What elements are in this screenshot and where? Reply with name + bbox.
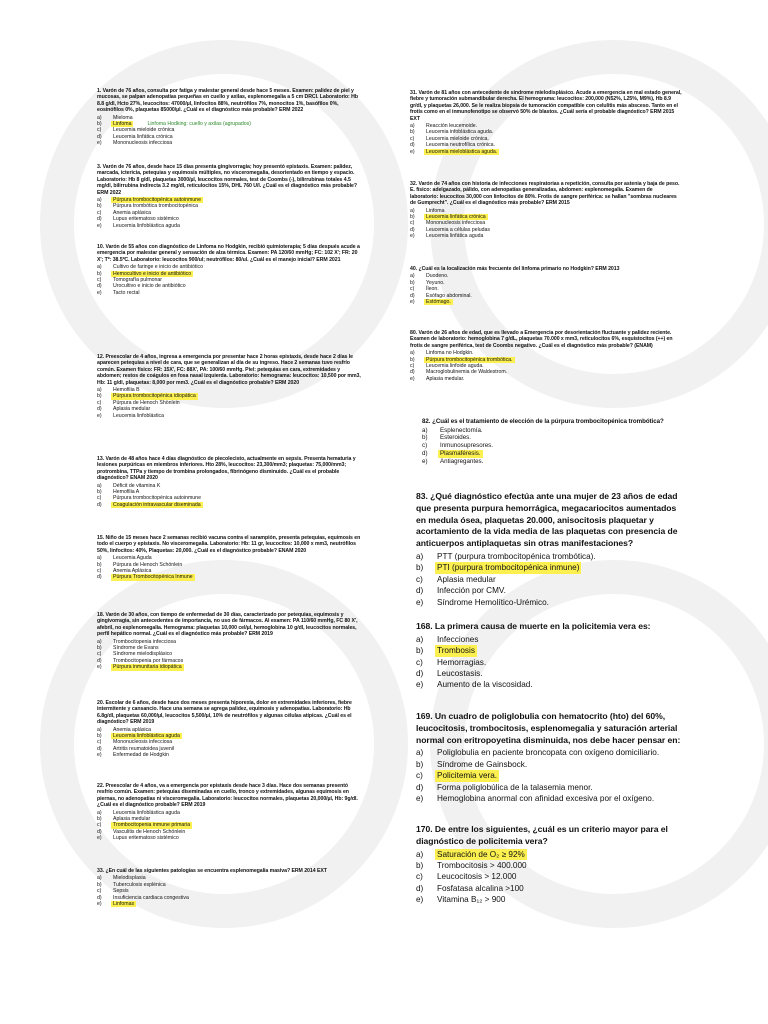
option-letter: c) — [410, 220, 415, 227]
option-text: Plasmaféresis. — [440, 449, 481, 457]
answer-options — [416, 747, 684, 804]
option-text: Linfoma — [426, 207, 445, 214]
option-letter: e) — [97, 289, 102, 296]
option-letter: c) — [97, 568, 102, 575]
answer-options — [97, 483, 365, 509]
answer-options — [416, 551, 684, 608]
question-block — [410, 90, 682, 155]
option-letter: b) — [97, 645, 102, 652]
option-text: Leucemia linfoide aguda. — [426, 363, 484, 370]
option-letter: b) — [97, 121, 102, 128]
option-letter: a) — [410, 207, 415, 214]
option-letter: e) — [97, 140, 102, 147]
answer-option-highlighted — [422, 450, 678, 458]
option-letter: a) — [97, 264, 102, 271]
question-stem: 168. La primera causa de muerte en la policitemia vera es: — [416, 621, 651, 631]
answer-option — [416, 894, 684, 905]
answer-options — [97, 639, 365, 671]
option-text: Linfomas — [113, 901, 135, 908]
option-text: Leucemia linfoblástica — [113, 412, 165, 419]
answer-options — [410, 123, 682, 155]
answer-option — [416, 668, 684, 679]
answer-options — [97, 387, 365, 419]
answer-options — [97, 810, 365, 842]
question-block — [97, 535, 365, 581]
option-letter: b) — [97, 393, 102, 400]
question-stem: 80. Varón de 26 años de edad, que es llevado a Emergencia por desorientación fluctuante y palidez reciente. Examen de laboratorio: hemoglobina 7 g/dL, plaquetas 70.000 x mm3, reticulocitos 6%, esquistocitos (++) en frotis de sangre periférica, test de Coombs negativo. ¿Cuál es el diagnóstico más probable? (ENAM) — [410, 330, 673, 349]
answer-option-highlighted — [416, 849, 684, 860]
option-letter: d) — [410, 226, 415, 233]
option-letter: d) — [97, 894, 102, 901]
option-text: Leucemia a células peludas — [426, 226, 491, 233]
answer-option — [416, 657, 684, 668]
option-text: Leucemia linfoblástica aguda — [113, 222, 180, 229]
question-stem: 10. Varón de 55 años con diagnóstico de Linfoma no Hodgkin, recibió quimioterapia; 5 días después acude a emergencia por malestar general y sensación de alza térmica. Examen: PA 120/60 mmHg; FC: 102 X'; FR: 20 X'; Tº: 38.5ºC. Laboratorio: leucocitos 900/ul; neutrófilos: 80/ul. ¿Cuál es el manejo inicial? ERM 2021 — [97, 244, 360, 263]
question-stem: 169. Un cuadro de poliglobulia con hematocrito (hto) del 60%, leucocitosis, trombocitosis, esplenomegalia y saturación arterial normal con eritropoyetina disminuida, nos debe hacer pensar en: — [416, 711, 681, 745]
option-text: Leucocitosis > 12.000 — [437, 872, 517, 882]
answer-options — [410, 273, 682, 305]
option-letter: c) — [416, 771, 423, 781]
option-text: Vitamina B₁₂ > 900 — [437, 895, 506, 905]
option-text: Mononucleosis infecciosa — [113, 140, 173, 147]
answer-option — [416, 679, 684, 690]
question-block — [97, 456, 365, 508]
answer-option — [416, 574, 684, 585]
option-letter: e) — [410, 299, 415, 306]
option-letter: b) — [416, 646, 424, 656]
answer-option — [416, 883, 684, 894]
option-text: Hemofilia B — [113, 387, 140, 394]
option-text: Hemoglobina anormal con afinidad excesiva por el oxígeno. — [437, 794, 655, 804]
option-letter: d) — [97, 657, 102, 664]
option-text: PTT (purpura trombocitopénica trombótica). — [437, 551, 596, 561]
option-letter: b) — [97, 881, 102, 888]
answer-option — [97, 140, 365, 146]
option-text: Aplasia medular — [113, 406, 151, 413]
option-text: Reacción leucemoide. — [426, 123, 478, 130]
option-letter: b) — [410, 129, 415, 136]
question-block — [416, 621, 684, 691]
answer-option-highlighted — [97, 664, 365, 670]
option-letter: e) — [416, 680, 424, 690]
option-text: Púrpura de Henoch Shönlein — [113, 399, 180, 406]
option-letter: d) — [410, 142, 415, 149]
answer-option-highlighted — [410, 299, 682, 305]
option-letter: c) — [97, 495, 102, 502]
option-letter: a) — [416, 849, 424, 859]
answer-option — [416, 782, 684, 793]
question-stem: 12. Preescolar de 4 años, ingresa a emergencia por presentar hace 2 horas epistaxis, desde hace 2 días le aparecen petequias a nivel de cara, que se generalizan al día de su ingreso. Hace 2 semanas tuvo resfrío común. Examen físico: FR: 15X', FC: 88X', PA: 100/60 mmHg. Piel: petequias en cara, extremidades y abdomen; restos de coágulos en fosa nasal izquierda. Laboratorio: hemograma: leucocitos: 10,500 por mm3, Hb: 11 g/dl, plaquetas: 8,000 por mm3. ¿Cuál es el diagnóstico probable? ERM 2020 — [97, 354, 361, 386]
option-letter: a) — [416, 748, 424, 758]
answer-option — [410, 376, 682, 382]
option-text: Leucemia linfática aguda — [426, 233, 484, 240]
option-letter: b) — [416, 759, 424, 769]
answer-option — [416, 871, 684, 882]
option-text: Aplasia medular — [113, 816, 151, 823]
option-letter: d) — [416, 883, 424, 893]
answer-option — [416, 585, 684, 596]
answer-option — [422, 427, 678, 435]
option-text: Síndrome mielodisplásico — [113, 651, 173, 658]
option-letter: b) — [410, 356, 415, 363]
option-letter: d) — [410, 369, 415, 376]
option-letter: c) — [416, 872, 423, 882]
option-text: Mononucleosis infecciosa — [113, 739, 173, 746]
option-text: Macroglobulinemia de Waldestrom. — [426, 369, 508, 376]
option-letter: d) — [97, 133, 102, 140]
option-text: Tuberculosis esplénica — [113, 881, 166, 888]
option-text: Anemia aplásica — [113, 209, 152, 216]
option-letter: e) — [416, 895, 424, 905]
question-stem: 22. Preescolar de 4 años, va a emergencia por epistaxis desde hace 3 días. Hace dos semanas presentó resfrío común. Examen: petequias diseminadas en cuello, tronco y extremidades, algunas equimosis en piernas, no adenopatías ni visceromegalia. Laboratorio: leucocitos normales, plaquetas 20,000/µl, Hb: 9g/dl. ¿Cuál es el diagnóstico probable? ERM 2019 — [97, 783, 358, 809]
option-text: Leucemia mieloide crónica. — [426, 135, 489, 142]
option-text: Artritis reumatoidea juvenil — [113, 745, 175, 752]
option-text: Urocultivo e inicio de antibiótico — [113, 283, 186, 290]
option-text: Enfermedad de Hodgkin — [113, 752, 169, 759]
option-text: Cultivo de faringe e inicio de antibiótico — [113, 264, 203, 271]
option-letter: c) — [416, 657, 423, 667]
option-text: PTI (purpura trombocitopénica inmune) — [437, 563, 580, 573]
option-text: Mononucleosis infecciosa — [426, 220, 486, 227]
option-letter: e) — [97, 901, 102, 908]
option-text: Leucemia neutrofílica crónica. — [426, 142, 495, 149]
option-text: Púrpura trombocitopénica idiopática — [113, 393, 196, 400]
option-letter: d) — [97, 574, 102, 581]
option-text: Trombocitopenia por fármacos — [113, 657, 184, 664]
option-text: Leucemia linfoblástica aguda — [113, 733, 180, 740]
option-letter: d) — [97, 283, 102, 290]
answer-option — [416, 860, 684, 871]
option-text: Mielodisplasia — [113, 875, 146, 882]
option-text: Hemocultivo e inicio de antibiótico — [113, 270, 192, 277]
option-text: Leucemia mieloblástica aguda. — [426, 148, 498, 155]
question-block — [97, 354, 365, 419]
option-text: Sepsis — [113, 888, 129, 895]
option-text: Púrpura inmunitaria idiopática — [113, 664, 182, 671]
option-text: Anemia Aplásica — [113, 568, 152, 575]
option-text: Anemia aplásica — [113, 726, 152, 733]
option-text: Mieloma — [113, 114, 133, 121]
answer-options — [410, 350, 682, 382]
option-letter: e) — [97, 752, 102, 759]
option-text: Leucemia Aguda — [113, 555, 152, 562]
answer-options — [410, 208, 682, 240]
option-letter: b) — [410, 214, 415, 221]
option-text: Leucemia infoblástica aguda. — [426, 129, 494, 136]
option-text: Antiagregantes. — [440, 457, 484, 465]
question-stem: 32. Varón de 74 años con historia de infecciones respiratorias a repetición, consulta por astenia y baja de peso. E. físico: adelgazado, pálido, con adenopatías generalizadas, abdomen: esplenomegalia. Examen de laboratorio: leucocitos 30,000 con linfocitos de 80%. Frotis de sangre periférica: se hallan "sombras nucleares de Gumprecht". ¿Cuál es el diagnóstico más probable? ERM 2015 — [410, 181, 680, 207]
option-text: Coagulación intravascular diseminada — [113, 501, 201, 508]
option-text: Púrpura trombótica trombocitopénica — [113, 203, 199, 210]
option-letter: d) — [97, 501, 102, 508]
question-block — [97, 244, 365, 296]
answer-option — [416, 793, 684, 804]
answer-options — [416, 849, 684, 906]
option-letter: a) — [97, 638, 102, 645]
answer-option — [416, 597, 684, 608]
answer-options — [422, 427, 678, 466]
option-letter: b) — [97, 733, 102, 740]
answer-options — [97, 264, 365, 296]
option-text: Fosfatasa alcalina >100 — [437, 883, 524, 893]
answer-option-highlighted — [97, 502, 365, 508]
option-text: Tomografía pulmonar — [113, 277, 163, 284]
option-text: Inmunosupresores. — [440, 442, 493, 450]
option-letter: d) — [97, 745, 102, 752]
answer-options — [97, 555, 365, 581]
option-letter: c) — [416, 574, 423, 584]
option-text: Infecciones — [437, 634, 479, 644]
answer-option — [416, 634, 684, 645]
option-text: Síndrome de Evans — [113, 645, 159, 652]
question-stem: 18. Varón de 30 años, con tiempo de enfermedad de 30 días, caracterizado por petequias, equimosis y gingivorragia, sin antecedentes de importancia, no uso de fármacos. Al examen: PA 110/60 mmHg, FC 80 X', afebril, no esplenomegalia. Hemograma: plaquetas 10,000 cel/µl, hemoglobina 10 g/dl, leucocitos normales, perfil hepático normal. ¿Cuál es el diagnóstico más probable? ERM 2019 — [97, 612, 358, 638]
question-block — [97, 612, 365, 671]
answer-option-highlighted — [416, 562, 684, 573]
option-letter: d) — [97, 828, 102, 835]
option-text: Hemofilia A — [113, 489, 140, 496]
option-text: Esteroides. — [440, 434, 471, 442]
option-letter: c) — [97, 399, 102, 406]
answer-option — [97, 835, 365, 841]
question-stem: 1. Varón de 76 años, consulta por fatiga y malestar general desde hace 5 meses. Examen: palidez de piel y mucosas, se palpan adenopatías pequeñas en cuello y axilas, esplenomegalia a 5 cm DRCI. Laboratorio: Hb 8.8 g/dl, Hcto 27%, leucocitos: 47000/µl, linfocitos 88%, neutrófilos 7%, monocitos 1%, basófilos 0%, eosinófilos 0%, plaquetas 85000/µl. ¿Cuál es el diagnóstico más probable? ERM 2022 — [97, 88, 358, 114]
option-letter: a) — [97, 387, 102, 394]
option-letter: a) — [410, 273, 415, 280]
option-text: Tacto rectal — [113, 289, 140, 296]
question-block — [97, 868, 365, 907]
option-letter: d) — [416, 586, 424, 596]
answer-options — [97, 727, 365, 759]
option-text: Lupus eritematoso sistémico — [113, 835, 179, 842]
option-text: Púrpura Trombocitopénica Inmune — [113, 574, 193, 581]
option-letter: c) — [97, 277, 102, 284]
answer-option — [97, 290, 365, 296]
option-letter: c) — [410, 135, 415, 142]
option-letter: d) — [97, 216, 102, 223]
option-text: Púrpura trombocitopénica autoinmune — [113, 495, 201, 502]
option-text: Trombosis — [437, 646, 475, 656]
answer-option — [97, 223, 365, 229]
option-letter: e) — [416, 794, 424, 804]
question-block — [97, 88, 365, 147]
option-text: Trombocitosis > 400.000 — [437, 861, 527, 870]
question-block — [97, 164, 365, 229]
question-stem: 13. Varón de 48 años hace 4 días diagnóstico de piecolecisto, actualmente en sepsis. Presenta hematuria y lesiones purpúricas en miembros inferiores. Hto 28%, leucocitos: 23,300/mm3; plaquetas: 75,000/mm3; protrombina, TTPa y tiempo de trombina prolongados, fibrinógeno disminuido. ¿Cuál es el probable diagnóstico? ENAM 2020 — [97, 456, 356, 482]
option-letter: a) — [97, 482, 102, 489]
answer-options — [97, 115, 365, 147]
option-text: Déficit de vitamina K — [113, 482, 161, 489]
option-letter: a) — [416, 634, 424, 644]
option-letter: c) — [97, 651, 102, 658]
option-letter: d) — [416, 669, 424, 679]
option-text: Aplasia medular — [437, 574, 496, 584]
option-text: Síndrome de Gainsbock. — [437, 759, 528, 769]
option-text: Estómago. — [426, 299, 451, 306]
option-letter: a) — [97, 875, 102, 882]
option-letter: d) — [410, 292, 415, 299]
option-text: Esplenectomía. — [440, 426, 483, 434]
option-letter: e) — [416, 597, 424, 607]
question-block — [410, 330, 682, 382]
question-stem: 83. ¿Qué diagnóstico efectúa ante una mujer de 23 años de edad que presenta purpura hemorrágica, megacariocitos aumentados en medula ósea, plaquetas 20.000, anisocitosis plaquetar y acortamiento de la vida media de las plaquetas con presencia de anticuerpos antiplaquetas sin otras manifestaciones? — [416, 491, 678, 549]
option-letter: e) — [410, 148, 415, 155]
option-text: Íleon. — [426, 286, 439, 293]
option-letter: b) — [422, 434, 428, 442]
option-letter: b) — [97, 816, 102, 823]
option-letter: a) — [97, 726, 102, 733]
answer-option-highlighted — [410, 149, 682, 155]
option-text: Yeyuno. — [426, 279, 445, 286]
question-block — [410, 181, 682, 240]
answer-option — [422, 434, 678, 442]
question-block — [416, 824, 684, 906]
answer-option — [97, 752, 365, 758]
option-text: Linfoma — [113, 121, 132, 128]
option-letter: b) — [97, 270, 102, 277]
option-letter: b) — [97, 561, 102, 568]
question-stem: 170. De entre los siguientes, ¿cuál es un criterio mayor para el diagnóstico de policitemia vera? — [416, 824, 668, 846]
option-letter: c) — [97, 739, 102, 746]
answer-option-highlighted — [97, 901, 365, 907]
question-stem: 40. ¿Cuál es la localización más frecuente del linfoma primario no Hodgkin? ERM 2013 — [410, 266, 620, 272]
option-letter: c) — [97, 822, 102, 829]
option-text: Forma poliglobúlica de la talasemia menor. — [437, 782, 593, 792]
question-stem: 3. Varón de 76 años, desde hace 15 días presenta gingivorragia; hoy presentó epistaxis. Examen: palidez, marcada, ictericia, petequias y equimosis múltiples, no visceromegalia, desorientado en tiempo y espacio. Laboratorio: Hb 8 g/dl, plaquetas 3000/µl, leucocitos normales, test de Coombs (-), bilirrubinas totales 4.5 mg/dl, bilirrubina indirecta 3.2 mg/dl, reticulocitos 15%, DHL 760 U/l. ¿Cuál es el diagnóstico más probable? ERM 2022 — [97, 164, 357, 196]
option-letter: b) — [97, 489, 102, 496]
annotation-note: Linfoma Hodking: cuello y axilas (agrupados) — [147, 121, 251, 128]
option-letter: e) — [97, 222, 102, 229]
option-text: Púrpura trombocitopénica autoinmune — [113, 197, 201, 204]
option-letter: c) — [422, 442, 428, 450]
question-block — [97, 700, 365, 759]
answer-option-highlighted — [97, 574, 365, 580]
answer-options — [97, 197, 365, 229]
option-letter: a) — [416, 551, 424, 561]
answer-options — [97, 875, 365, 907]
answer-option — [410, 233, 682, 239]
option-letter: d) — [416, 782, 424, 792]
answer-option-highlighted — [416, 645, 684, 656]
option-letter: b) — [416, 563, 424, 573]
question-stem: 15. Niño de 15 meses hace 2 semanas recibió vacuna contra el sarampión, presenta petequias, equimosis en todo el cuerpo y epistaxis. No visceromegalia. Laboratorio: Hb: 11 gr, leucocitos: 10,000 x mm3, neutrófilos 50%, linfocitos: 40%, Plaquetas: 20,000. ¿Cuál es el diagnóstico probable? ENAM 2020 — [97, 535, 361, 554]
answer-option — [422, 458, 678, 466]
option-text: Policitemia vera. — [437, 771, 498, 781]
option-letter: a) — [410, 350, 415, 357]
option-letter: a) — [97, 555, 102, 562]
option-text: Vasculitis de Henoch Schönlein — [113, 828, 186, 835]
option-text: Esófago abdominal. — [426, 292, 472, 299]
option-text: Lupus eritematoso sistémico — [113, 216, 179, 223]
option-letter: b) — [410, 279, 415, 286]
option-text: Leucemia linfoblástica aguda — [113, 809, 180, 816]
answer-option — [416, 747, 684, 758]
option-text: Síndrome Hemolítico-Urémico. — [437, 597, 549, 607]
option-letter: a) — [422, 426, 428, 434]
answer-option — [97, 413, 365, 419]
option-letter: a) — [97, 809, 102, 816]
option-text: Leucemia mieloide crónica — [113, 127, 175, 134]
option-text: Leucemia linfática crónica — [426, 214, 486, 221]
answer-option — [416, 551, 684, 562]
option-text: Poliglobulia en paciente broncopata con oxígeno domiciliario. — [437, 748, 660, 758]
option-text: Trombocitopenia infecciosa — [113, 638, 176, 645]
question-block — [416, 711, 684, 804]
option-letter: a) — [97, 114, 102, 121]
option-letter: d) — [422, 449, 428, 457]
option-text: Infección por CMV. — [437, 586, 506, 596]
option-letter: a) — [410, 123, 415, 130]
option-letter: c) — [97, 888, 102, 895]
option-text: Púrpura de Henoch Schönlein — [113, 561, 183, 568]
option-text: Insuficiencia cardiaca congestiva — [113, 894, 189, 901]
option-text: Aplasia medular. — [426, 375, 465, 382]
option-text: Trombocitopenia inmune primaria — [113, 822, 191, 829]
option-text: Linfoma no Hodgkin. — [426, 350, 474, 357]
option-letter: b) — [97, 203, 102, 210]
option-text: Aumento de la viscosidad. — [437, 680, 533, 690]
question-block — [416, 491, 684, 608]
question-block — [97, 783, 365, 842]
answer-options — [416, 634, 684, 691]
option-letter: c) — [97, 209, 102, 216]
option-letter: c) — [410, 286, 415, 293]
question-block — [410, 266, 682, 305]
question-stem: 31. Varón de 81 años con antecedente de síndrome mielodisplásico. Acude a emergencia en mal estado general, fiebre y tumoración submandibular derecha. El hemograma: leucocitos: 200,000 (N52%, L25%, M9%), Hb 8.9 gr/dl, y plaquetas 26,000. Se le realiza biopsia de tumoración compatible con celulitis más absceso. Tanto en el frotis como en el inmunofenotipo se observó 50% de blastos. ¿Cuál sería el probable diagnóstico? ERM 2015 EXT — [410, 90, 682, 122]
question-stem: 33. ¿En cuál de las siguientes patologías se encuentra esplenomegalia masiva? ERM 2014 EXT — [97, 868, 327, 874]
option-letter: e) — [97, 412, 102, 419]
option-letter: c) — [410, 363, 415, 370]
answer-option — [422, 442, 678, 450]
option-letter: e) — [410, 375, 415, 382]
option-letter: b) — [416, 861, 424, 870]
answer-option — [416, 759, 684, 770]
option-text: Leucemia linfática crónica — [113, 133, 173, 140]
option-letter: e) — [97, 835, 102, 842]
option-letter: e) — [97, 664, 102, 671]
question-stem: 20. Escolar de 6 años, desde hace dos meses presenta hiporexia, dolor en extremidades inferiores, fiebre intermitente y cansancio. Hace una semana se agrega palidez, equimosis y adenopatías. Laboratorio: Hb 6.8g/dl, plaquetas 60,000/µl, leucocitos 5,500/µl, 10% de neutrófilos y algunas células atípicas. ¿Cuál es el diagnóstico? ERM 2019 — [97, 700, 352, 726]
option-letter: a) — [97, 197, 102, 204]
option-text: Duodeno. — [426, 273, 449, 280]
option-text: Púrpura trombocitopénica trombótica. — [426, 356, 513, 363]
option-letter: d) — [97, 406, 102, 413]
option-text: Leucostasis. — [437, 669, 483, 679]
option-text: Hemorragias. — [437, 657, 487, 667]
question-block — [422, 418, 678, 466]
option-letter: e) — [410, 233, 415, 240]
answer-option-highlighted — [416, 770, 684, 781]
option-text: Saturación de O₂ ≥ 92% — [437, 849, 525, 859]
option-letter: e) — [422, 457, 428, 465]
option-letter: c) — [97, 127, 102, 134]
question-stem: 82. ¿Cuál es el tratamiento de elección de la púrpura trombocitopénica trombótica? — [422, 418, 664, 425]
